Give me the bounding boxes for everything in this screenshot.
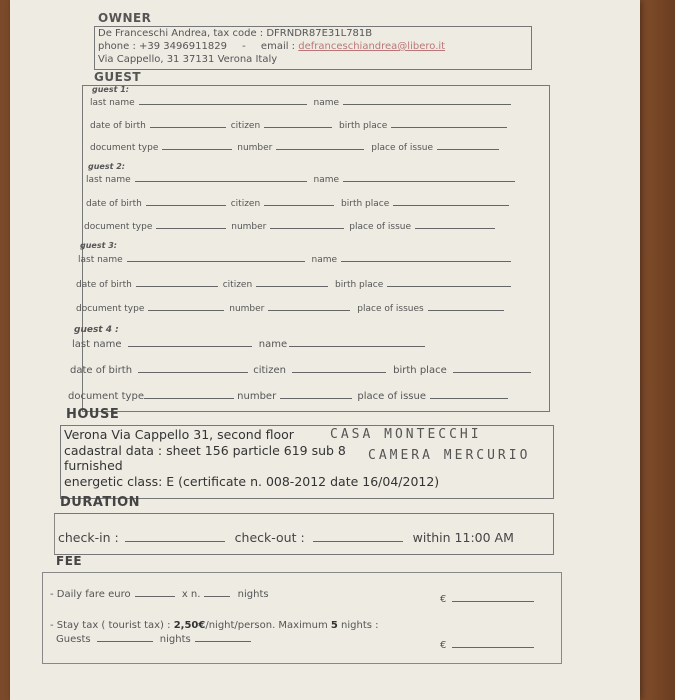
house-section-title: HOUSE xyxy=(66,407,120,422)
duration-section-title: DURATION xyxy=(60,495,141,510)
house-energetic-class: energetic class: E (certificate n. 008-2012 date 16/04/2012) xyxy=(64,474,440,489)
guest-1-last-name-row: last name name xyxy=(90,95,511,108)
handwritten-house-name: CASA MONTECCHI xyxy=(330,427,482,442)
guest-2-birth-place-field[interactable] xyxy=(393,196,509,206)
guest-3-citizen-field[interactable] xyxy=(256,277,328,287)
guest-2-title: guest 2: xyxy=(88,162,125,171)
guest-1-doc-type-field[interactable] xyxy=(162,140,232,150)
house-furnished: furnished xyxy=(64,458,123,473)
duration-row xyxy=(58,530,514,545)
stay-tax-total-field[interactable] xyxy=(452,638,534,648)
guest-2-document-row: document type number place of issue xyxy=(84,219,495,232)
guest-4-doc-type-field[interactable] xyxy=(144,389,234,399)
guest-3-title: guest 3: xyxy=(80,241,117,250)
owner-email-label: email : xyxy=(260,41,296,52)
guest-3-document-row: document type number place of issues xyxy=(76,301,504,314)
guest-4-document-row: document type number place of issue xyxy=(68,389,508,402)
stay-tax-guests-row: Guests nights xyxy=(56,632,251,645)
daily-fare-field[interactable] xyxy=(135,587,175,597)
guest-3-number-field[interactable] xyxy=(268,301,350,311)
stay-tax-total: € xyxy=(440,638,534,651)
guest-2-name-field[interactable] xyxy=(343,172,515,182)
guest-2-last-name-row: last name name xyxy=(86,172,515,185)
guest-3-doc-type-field[interactable] xyxy=(148,301,224,311)
checkin-field[interactable] xyxy=(125,532,225,542)
guest-4-number-field[interactable] xyxy=(280,389,352,399)
guest-2-doc-type-field[interactable] xyxy=(156,219,226,229)
guest-1-name-field[interactable] xyxy=(343,95,511,105)
guest-1-birth-row: date of birth citizen birth place xyxy=(90,118,507,131)
guest-1-dob-field[interactable] xyxy=(150,118,226,128)
guest-2-last-name-field[interactable] xyxy=(135,172,307,182)
house-address: Verona Via Cappello 31, second floor xyxy=(64,427,294,442)
stay-tax-guests-field[interactable] xyxy=(97,632,153,642)
owner-name-taxcode: De Franceschi Andrea, tax code : DFRNDR87E31L781B xyxy=(98,28,373,39)
daily-fare-total: € xyxy=(440,592,534,605)
daily-fare-total-field[interactable] xyxy=(452,592,534,602)
registration-form-sheet xyxy=(10,0,640,700)
guest-4-dob-field[interactable] xyxy=(138,363,248,373)
guest-1-document-row: document type number place of issue xyxy=(90,140,499,153)
owner-phone: phone : +39 3496911829 xyxy=(98,41,227,52)
guest-section-title: GUEST xyxy=(94,70,142,84)
guest-3-birth-place-field[interactable] xyxy=(387,277,511,287)
guest-2-citizen-field[interactable] xyxy=(264,196,334,206)
checkin-label: check-in : xyxy=(58,530,119,545)
guest-4-last-name-row: last name name xyxy=(72,337,425,350)
guest-4-title: guest 4 : xyxy=(74,325,119,335)
guest-3-place-of-issues-field[interactable] xyxy=(428,301,504,311)
guest-4-place-of-issue-field[interactable] xyxy=(430,389,508,399)
guest-1-last-name-field[interactable] xyxy=(139,95,307,105)
checkout-field[interactable] xyxy=(313,532,403,542)
owner-contact: phone : +39 3496911829 - email : defranceschiandrea@libero.it xyxy=(98,41,446,52)
guest-2-place-of-issue-field[interactable] xyxy=(415,219,495,229)
guest-3-name-field[interactable] xyxy=(341,252,511,262)
handwritten-room-name: CAMERA MERCURIO xyxy=(368,448,531,463)
guest-1-citizen-field[interactable] xyxy=(264,118,332,128)
checkout-label: check-out : xyxy=(234,530,305,545)
checkout-deadline: within 11:00 AM xyxy=(412,530,514,545)
fee-section-title: FEE xyxy=(56,554,83,568)
guest-4-birth-place-field[interactable] xyxy=(453,363,531,373)
guest-3-dob-field[interactable] xyxy=(136,277,218,287)
guest-3-last-name-row: last name name xyxy=(78,252,511,265)
stay-tax-nights-field[interactable] xyxy=(195,632,251,642)
guest-4-name-field[interactable] xyxy=(289,337,425,347)
house-cadastral-data: cadastral data : sheet 156 particle 619 sub 8 xyxy=(64,443,346,458)
guest-4-citizen-field[interactable] xyxy=(292,363,386,373)
daily-fare-row: - Daily fare euro x n. nights xyxy=(50,589,269,600)
owner-section-title: OWNER xyxy=(98,11,152,25)
guest-3-last-name-field[interactable] xyxy=(127,252,305,262)
guest-1-number-field[interactable] xyxy=(276,140,364,150)
guest-2-birth-row: date of birth citizen birth place xyxy=(86,196,509,209)
guest-1-title: guest 1: xyxy=(92,85,129,94)
stay-tax-row: - Stay tax ( tourist tax) : 2,50€/night/person. Maximum 5 nights : xyxy=(50,620,379,631)
owner-email-link[interactable]: defranceschiandrea@libero.it xyxy=(298,41,446,52)
guest-2-number-field[interactable] xyxy=(270,219,344,229)
guest-3-birth-row: date of birth citizen birth place xyxy=(76,277,511,290)
guest-4-birth-row: date of birth citizen birth place xyxy=(70,363,531,376)
guest-1-birth-place-field[interactable] xyxy=(391,118,507,128)
guest-4-last-name-field[interactable] xyxy=(128,337,252,347)
guest-1-place-of-issue-field[interactable] xyxy=(437,140,499,150)
daily-nights-field[interactable] xyxy=(204,587,230,597)
guest-2-dob-field[interactable] xyxy=(146,196,226,206)
owner-address: Via Cappello, 31 37131 Verona Italy xyxy=(98,54,278,65)
